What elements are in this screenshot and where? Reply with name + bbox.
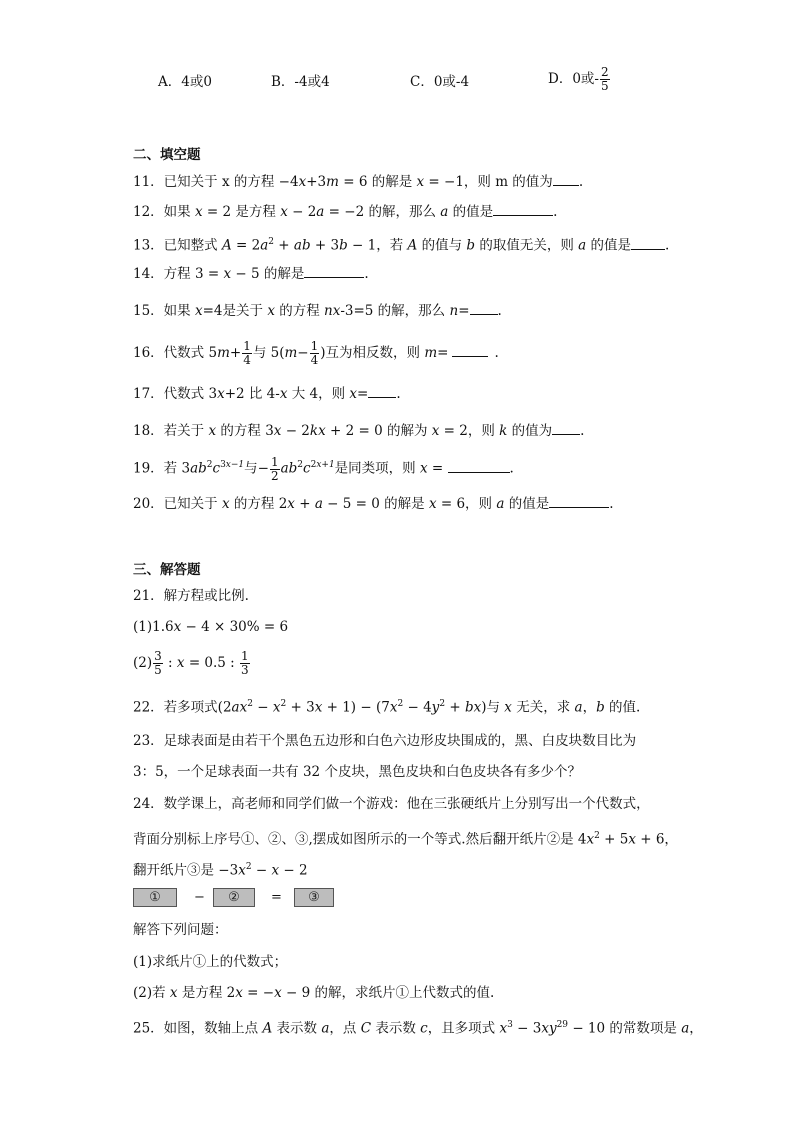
question-24-line-3: 翻开纸片③是 $-3x^2 - x - 2$ — [133, 862, 308, 879]
answer-blank[interactable] — [553, 171, 579, 186]
answer-blank[interactable] — [452, 342, 488, 357]
option-b: B．-4或4 — [271, 74, 330, 90]
question-21-part-2: (2) $\frac{3}{5}$ : x = 0.5 : $\frac{1}{3}$ — [133, 649, 249, 677]
question-24-line-2: 背面分别标上序号①、②、③,摆成如图所示的一个等式.然后翻开纸片②是 $4x^2 + 5x + 6$， — [133, 831, 678, 848]
question-23-line-1: 23．足球表面是由若干个黑色五边形和白色六边形皮块围成的，黑、白皮块数目比为 — [133, 733, 637, 749]
question-23-line-2: 3：5，一个足球表面一共有 32 个皮块，黑色皮块和白色皮块各有多少个？ — [133, 764, 581, 780]
question-17: 17．代数式 3x+2 比 4-x 大 4，则 x= . — [133, 383, 401, 404]
question-18: 18．若关于 x 的方程 3x − 2kx + 2 = 0 的解为 x = 2，则 k 的值为 . — [133, 420, 584, 441]
question-24-sub-2: (2)若 x 是方程 2x = −x − 9 的解，求纸片①上代数式的值. — [133, 985, 495, 1001]
question-22: 22．若多项式$(2ax^2 - x^2 + 3x + 1) - (7x^2 - 4y^2 + bx)$与 x 无关，求 a，b 的值. — [133, 699, 641, 716]
question-24-line-1: 24．数学课上，高老师和同学们做一个游戏：他在三张硬纸片上分别写出一个代数式， — [133, 796, 650, 812]
answer-blank[interactable] — [549, 493, 609, 508]
question-11: 11．已知关于 x 的方程 −4x+3m = 6 的解是 x = −1，则 m 的值为 . — [133, 171, 583, 192]
card-1: ① — [133, 888, 177, 907]
question-21-part-1: (1)1.6x − 4 × 30% = 6 — [133, 619, 289, 635]
question-20: 20．已知关于 x 的方程 2x + a − 5 = 0 的解是 x = 6，则 a 的值是 . — [133, 493, 614, 514]
question-21-title: 21．解方程或比例. — [133, 588, 249, 604]
question-24-ask: 解答下列问题： — [133, 922, 228, 938]
equals-sign: = — [271, 890, 282, 905]
answer-blank[interactable] — [552, 420, 580, 435]
answer-blank[interactable] — [448, 458, 510, 473]
section-fill-blank-heading: 二、填空题 — [133, 147, 201, 163]
option-d-fraction: $\frac{2}{5}$ — [600, 65, 609, 93]
card-2: ② — [213, 888, 255, 907]
answer-blank[interactable] — [470, 300, 498, 315]
question-24-sub-1: (1)求纸片①上的代数式； — [133, 954, 288, 970]
answer-blank[interactable] — [493, 201, 553, 216]
question-13: 13．已知整式 $A = 2a^2$ + ab + 3b − 1，若 A 的值与 b 的取值无关，则 a 的值是 . — [133, 232, 669, 256]
option-c: C．0或-4 — [410, 74, 470, 90]
option-d-prefix: D．0或- — [548, 71, 599, 87]
card-3: ③ — [294, 888, 334, 907]
answer-blank[interactable] — [631, 235, 665, 250]
question-14: 14．方程 3 = x − 5 的解是 . — [133, 263, 369, 284]
option-d — [548, 66, 611, 93]
section-solve-heading: 三、解答题 — [133, 562, 201, 578]
answer-blank[interactable] — [368, 383, 396, 398]
question-25: 25．如图，数轴上点 A 表示数 a，点 C 表示数 c，且多项式 $x^3 - 3xy^{29} - 10$ 的常数项是 a， — [133, 1020, 703, 1037]
option-a: A．4或0 — [158, 74, 212, 90]
answer-blank[interactable] — [304, 263, 364, 278]
question-15: 15．如果 x=4是关于 x 的方程 nx-3=5 的解，那么 n= . — [133, 300, 502, 321]
question-16: 16．代数式 5m+ $\frac{1}{4}$ 与 5(m− $\frac{1}{4}$ )互为相反数，则 m= . — [133, 339, 499, 367]
question-19: 19．若 $3ab^2c^{3x-1}$与− $\frac{1}{2}$ $ab^2c^{2x+1}$是同类项，则 x = . — [133, 454, 514, 483]
minus-sign: − — [194, 890, 205, 905]
question-12: 12．如果 x = 2 是方程 x − 2a = −2 的解，那么 a 的值是 . — [133, 201, 557, 222]
